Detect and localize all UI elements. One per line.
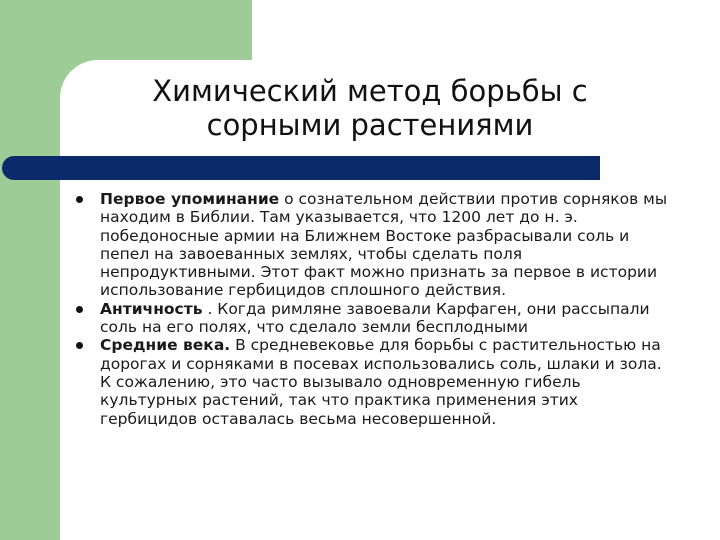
item-text: . Когда римляне завоевали Карфаген, они рассыпали соль на его полях, что сделало земли бесплодными <box>100 299 650 337</box>
item-text: о сознательном действии против сорняков мы находим в Библии. Там указывается, что 1200 лет до н. э. победоносные армии на Ближнем Востоке разбрасывали соль и пепел на завоеванных землях, чтобы сделать поля непродуктивными. Этот факт можно признать за первое в истории использование гербицидов сплошного действия. <box>100 190 668 300</box>
bullet-icon <box>76 196 83 203</box>
title-underline-bar <box>2 156 600 180</box>
bullet-icon <box>76 306 83 313</box>
item-text: В средневековье для борьбы с растительностью на дорогах и сорняками в посевах использовались соль, шлаки и зола. К сожалению, это часто вызывало одновременную гибель культурных растений, так что практика применения этих гербицидов оставалась весьма несовершенной. <box>100 336 662 428</box>
bullet-icon <box>76 342 83 349</box>
slide-title <box>70 74 670 142</box>
slide-title-line-1: Химический метод борьбы с <box>152 74 588 108</box>
list-item <box>72 336 672 427</box>
list-item <box>72 190 672 300</box>
item-lead: Античность <box>100 299 203 318</box>
item-lead: Средние века. <box>100 336 231 355</box>
list-item <box>72 300 672 337</box>
slide-title-line-2: сорными растениями <box>206 108 534 142</box>
bullet-list <box>72 190 672 428</box>
item-lead: Первое упоминание <box>100 190 280 208</box>
